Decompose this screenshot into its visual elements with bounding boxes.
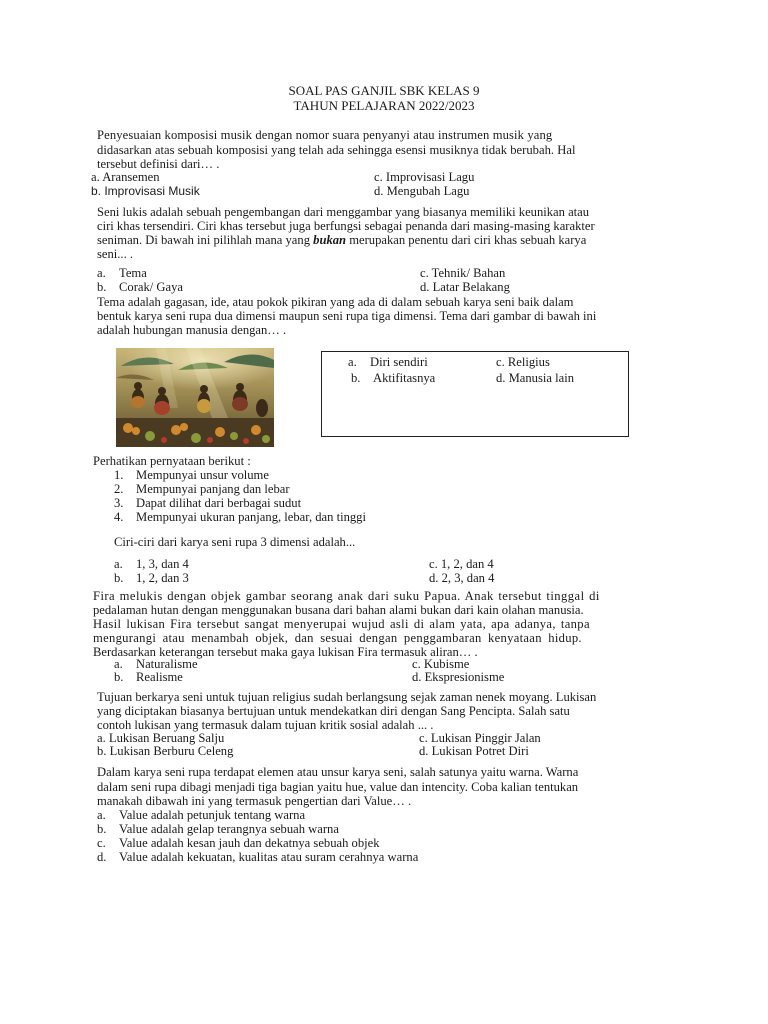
option-mark: a. (114, 557, 123, 571)
exam-title: SOAL PAS GANJIL SBK KELAS 9 (288, 83, 480, 98)
option-c: c. Lukisan Pinggir Jalan (419, 731, 541, 745)
school-year: TAHUN PELAJARAN 2022/2023 (293, 98, 475, 113)
item-number: 3. (114, 496, 124, 510)
option-b (114, 670, 183, 684)
option-b (351, 371, 435, 385)
option-mark: b. (114, 670, 124, 684)
item-text: Dapat dilihat dari berbagai sudut (136, 496, 302, 510)
question-text-line: tersebut definisi dari… . (97, 157, 220, 171)
question-text-segment: seniman. Di bawah ini pilihlah mana yang (97, 233, 314, 247)
item-text: Mempunyai unsur volume (136, 468, 269, 482)
question-text-line: yang diciptakan biasanya bertujuan untuk mendekatkan diri dengan Sang Pencipta. Salah satu (97, 704, 570, 718)
question-text-line: Tema adalah gagasan, ide, atau pokok pikiran yang ada di dalam sebuah karya seni baik dalam (97, 295, 574, 309)
option-mark: a. (114, 657, 123, 671)
question-text-line: mengurangi atau menambah objek, dan sesuai dengan penggambaran kenyataan hidup. (93, 631, 582, 645)
item-text: Mempunyai ukuran panjang, lebar, dan tinggi (136, 510, 366, 524)
option-c: c. Improvisasi Lagu (374, 170, 475, 184)
option-mark: b. (351, 371, 361, 385)
option-a: a. Aransemen (91, 170, 160, 184)
question-text-line: adalah hubungan manusia dengan… . (97, 323, 287, 337)
option-text: Realisme (136, 670, 183, 684)
question-text-line: ciri khas tersendiri. Ciri khas tersebut juga berfungsi sebagai penanda dari masing-masing karakter (97, 219, 595, 233)
statement-item (114, 468, 269, 482)
option-text: Corak/ Gaya (119, 280, 183, 294)
question-text-line: Seni lukis adalah sebuah pengembangan dari menggambar yang biasanya memiliki keunikan atau (97, 205, 590, 219)
option-d: d. Mengubah Lagu (374, 184, 470, 198)
question-text-line: bentuk karya seni rupa dua dimensi maupun seni rupa tiga dimensi. Tema dari gambar di bawah ini (97, 309, 597, 323)
option-a (114, 557, 189, 571)
question-text-line: pedalaman hutan dengan menggunakan busana dari bahan alami bukan dari kain olahan manusia. (93, 603, 584, 617)
option-mark: b. (97, 280, 107, 294)
option-text: Value adalah kesan jauh dan dekatnya sebuah objek (119, 836, 380, 850)
market-painting (116, 348, 274, 447)
option-text: Value adalah gelap terangnya sebuah warna (119, 822, 339, 836)
option-d: d. 2, 3, dan 4 (429, 571, 495, 585)
option-c (97, 836, 380, 850)
option-mark: b. (97, 822, 107, 836)
question-text-line: Hasil lukisan Fira tersebut sangat menyerupai wujud asli di alam yata, apa adanya, tanpa (93, 617, 590, 631)
option-b: b. Lukisan Berburu Celeng (97, 744, 234, 758)
option-c: c. Kubisme (412, 657, 470, 671)
option-d: d. Manusia lain (496, 371, 574, 385)
option-mark: b. (114, 571, 124, 585)
option-text: Naturalisme (136, 657, 198, 671)
emphasis-word: bukan (313, 233, 347, 247)
option-mark: a. (348, 355, 357, 369)
option-c: c. Tehnik/ Bahan (420, 266, 506, 280)
question-text-line: didasarkan atas sebuah komposisi yang telah ada sehingga esensi musiknya tidak berubah. Hal (97, 143, 576, 157)
question-text-line: Dalam karya seni rupa terdapat elemen atau unsur karya seni, salah satunya yaitu warna. Warna (97, 765, 579, 779)
question-text-line: dalam seni rupa dibagi menjadi tiga bagian yaitu hue, value dan intencity. Coba kalian tentukan (97, 780, 579, 794)
question-text-line: Ciri-ciri dari karya seni rupa 3 dimensi adalah... (114, 535, 356, 549)
option-text: 1, 2, dan 3 (136, 571, 189, 585)
option-mark: a. (97, 266, 106, 280)
option-d: d. Lukisan Potret Diri (419, 744, 529, 758)
option-mark: d. (97, 850, 107, 864)
question-text-line: Penyesuaian komposisi musik dengan nomor suara penyanyi atau instrumen musik yang (97, 128, 553, 142)
option-text: 1, 3, dan 4 (136, 557, 189, 571)
option-d: d. Ekspresionisme (412, 670, 505, 684)
option-mark: a. (97, 808, 106, 822)
option-text: Tema (119, 266, 147, 280)
question-text-line: Fira melukis dengan objek gambar seorang anak dari suku Papua. Anak tersebut tinggal di (93, 589, 600, 603)
question-text-segment: merupakan penentu dari ciri khas sebuah karya (346, 233, 587, 247)
item-number: 1. (114, 468, 124, 482)
option-b (97, 280, 183, 294)
option-b (114, 571, 189, 585)
option-text: Diri sendiri (370, 355, 428, 369)
item-number: 2. (114, 482, 124, 496)
option-text: Aktifitasnya (373, 371, 436, 385)
option-b: b. Improvisasi Musik (91, 184, 200, 198)
question-text-line: contoh lukisan yang termasuk dalam tujuan kritik sosial adalah ... . (97, 718, 434, 732)
option-text: Value adalah petunjuk tentang warna (119, 808, 306, 822)
option-mark: c. (97, 836, 106, 850)
option-a (348, 355, 428, 369)
option-d (97, 850, 418, 864)
item-text: Mempunyai panjang dan lebar (136, 482, 290, 496)
option-a (97, 808, 305, 822)
question-text-line: Berdasarkan keterangan tersebut maka gaya lukisan Fira termasuk aliran… . (93, 645, 478, 659)
question-text-line (97, 233, 586, 247)
question-text-line: Tujuan berkarya seni untuk tujuan religius sudah berlangsung sejak zaman nenek moyang. Lukisan (97, 690, 597, 704)
question-text-line: manakah dibawah ini yang termasuk pengertian dari Value… . (97, 794, 412, 808)
option-text: Value adalah kekuatan, kualitas atau suram cerahnya warna (119, 850, 419, 864)
option-a (97, 266, 147, 280)
option-c: c. Religius (496, 355, 550, 369)
option-d: d. Latar Belakang (420, 280, 510, 294)
option-b (97, 822, 339, 836)
option-a (114, 657, 198, 671)
question-intro: Perhatikan pernyataan berikut : (93, 454, 251, 468)
item-number: 4. (114, 510, 124, 524)
statement-item (114, 510, 366, 524)
question-text-line: seni... . (97, 247, 134, 261)
statement-item (114, 496, 301, 510)
option-a: a. Lukisan Beruang Salju (97, 731, 225, 745)
market-painting-image (116, 348, 274, 447)
statement-item (114, 482, 290, 496)
option-c: c. 1, 2, dan 4 (429, 557, 494, 571)
